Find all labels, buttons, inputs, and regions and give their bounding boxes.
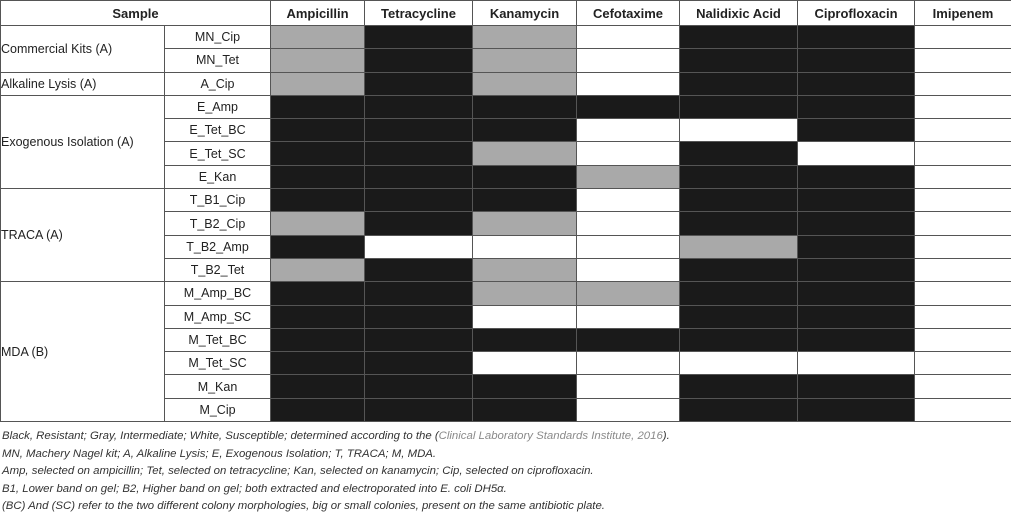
result-cell bbox=[798, 142, 915, 165]
result-cell bbox=[271, 328, 365, 351]
result-cell bbox=[473, 165, 577, 188]
footnote-2: MN, Machery Nagel kit; A, Alkaline Lysis; E, Exogenous Isolation; T, TRACA; M, MDA. bbox=[2, 446, 1007, 464]
result-cell bbox=[473, 235, 577, 258]
header-tetracycline: Tetracycline bbox=[365, 1, 473, 26]
result-cell bbox=[680, 26, 798, 49]
result-cell bbox=[577, 95, 680, 118]
footnote-4: B1, Lower band on gel; B2, Higher band on gel; both extracted and electroporated into E. coli DH5α. bbox=[2, 481, 1007, 499]
footnote-3: Amp, selected on ampicillin; Tet, selected on tetracycline; Kan, selected on kanamycin; Cip, selected on ciprofloxacin. bbox=[2, 463, 1007, 481]
result-cell bbox=[577, 165, 680, 188]
result-cell bbox=[473, 119, 577, 142]
header-kanamycin: Kanamycin bbox=[473, 1, 577, 26]
result-cell bbox=[473, 26, 577, 49]
result-cell bbox=[680, 398, 798, 421]
result-cell bbox=[798, 26, 915, 49]
sample-name: M_Kan bbox=[165, 375, 271, 398]
result-cell bbox=[680, 49, 798, 72]
result-cell bbox=[680, 328, 798, 351]
result-cell bbox=[915, 165, 1011, 188]
citation-link[interactable]: Clinical Laboratory Standards Institute, 2016 bbox=[439, 430, 663, 442]
result-cell bbox=[473, 189, 577, 212]
result-cell bbox=[473, 95, 577, 118]
result-cell bbox=[473, 328, 577, 351]
result-cell bbox=[680, 235, 798, 258]
result-cell bbox=[798, 49, 915, 72]
result-cell bbox=[365, 165, 473, 188]
result-cell bbox=[798, 375, 915, 398]
result-cell bbox=[473, 352, 577, 375]
result-cell bbox=[915, 26, 1011, 49]
result-cell bbox=[271, 95, 365, 118]
result-cell bbox=[365, 26, 473, 49]
footnote-1 bbox=[2, 428, 1007, 446]
result-cell bbox=[365, 352, 473, 375]
footnotes bbox=[2, 428, 1007, 516]
result-cell bbox=[271, 72, 365, 95]
footnote-5: (BC) And (SC) refer to the two different colony morphologies, big or small colonies, present on the same antibiotic plate. bbox=[2, 498, 1007, 516]
result-cell bbox=[577, 352, 680, 375]
header-ampicillin: Ampicillin bbox=[271, 1, 365, 26]
result-cell bbox=[577, 26, 680, 49]
result-cell bbox=[915, 282, 1011, 305]
result-cell bbox=[798, 165, 915, 188]
sample-name: A_Cip bbox=[165, 72, 271, 95]
result-cell bbox=[915, 398, 1011, 421]
result-cell bbox=[577, 305, 680, 328]
sample-name: M_Cip bbox=[165, 398, 271, 421]
sample-name: T_B1_Cip bbox=[165, 189, 271, 212]
group-label: Alkaline Lysis (A) bbox=[1, 72, 165, 95]
result-cell bbox=[577, 49, 680, 72]
result-cell bbox=[473, 258, 577, 281]
sample-name: M_Amp_SC bbox=[165, 305, 271, 328]
result-cell bbox=[798, 119, 915, 142]
sample-name: T_B2_Cip bbox=[165, 212, 271, 235]
result-cell bbox=[680, 119, 798, 142]
result-cell bbox=[915, 235, 1011, 258]
result-cell bbox=[365, 398, 473, 421]
sample-name: T_B2_Tet bbox=[165, 258, 271, 281]
result-cell bbox=[365, 95, 473, 118]
header-sample: Sample bbox=[1, 1, 271, 26]
result-cell bbox=[915, 189, 1011, 212]
result-cell bbox=[365, 375, 473, 398]
result-cell bbox=[577, 282, 680, 305]
result-cell bbox=[680, 282, 798, 305]
sample-name: E_Tet_BC bbox=[165, 119, 271, 142]
result-cell bbox=[473, 72, 577, 95]
result-cell bbox=[365, 189, 473, 212]
header-cefotaxime: Cefotaxime bbox=[577, 1, 680, 26]
result-cell bbox=[680, 375, 798, 398]
result-cell bbox=[915, 142, 1011, 165]
header-ciprofloxacin: Ciprofloxacin bbox=[798, 1, 915, 26]
sample-name: E_Tet_SC bbox=[165, 142, 271, 165]
result-cell bbox=[271, 26, 365, 49]
result-cell bbox=[577, 328, 680, 351]
result-cell bbox=[365, 305, 473, 328]
result-cell bbox=[798, 72, 915, 95]
sample-name: T_B2_Amp bbox=[165, 235, 271, 258]
result-cell bbox=[915, 375, 1011, 398]
result-cell bbox=[577, 189, 680, 212]
table-row bbox=[1, 282, 1011, 305]
result-cell bbox=[915, 95, 1011, 118]
sample-name: E_Amp bbox=[165, 95, 271, 118]
header-row bbox=[1, 1, 1011, 26]
result-cell bbox=[473, 282, 577, 305]
result-cell bbox=[798, 352, 915, 375]
sample-name: M_Tet_SC bbox=[165, 352, 271, 375]
footnote-1-suffix: ). bbox=[663, 430, 670, 442]
header-imipenem: Imipenem bbox=[915, 1, 1011, 26]
sample-name: M_Amp_BC bbox=[165, 282, 271, 305]
sample-name: MN_Tet bbox=[165, 49, 271, 72]
result-cell bbox=[577, 235, 680, 258]
table-row bbox=[1, 72, 1011, 95]
result-cell bbox=[365, 72, 473, 95]
result-cell bbox=[577, 119, 680, 142]
result-cell bbox=[271, 235, 365, 258]
table-row bbox=[1, 95, 1011, 118]
result-cell bbox=[915, 212, 1011, 235]
result-cell bbox=[798, 305, 915, 328]
result-cell bbox=[798, 95, 915, 118]
result-cell bbox=[473, 375, 577, 398]
result-cell bbox=[915, 258, 1011, 281]
result-cell bbox=[271, 212, 365, 235]
result-cell bbox=[271, 165, 365, 188]
result-cell bbox=[680, 352, 798, 375]
result-cell bbox=[365, 282, 473, 305]
header-nalidixic-acid: Nalidixic Acid bbox=[680, 1, 798, 26]
table-body bbox=[1, 26, 1011, 422]
result-cell bbox=[915, 305, 1011, 328]
result-cell bbox=[271, 282, 365, 305]
result-cell bbox=[271, 258, 365, 281]
result-cell bbox=[365, 235, 473, 258]
result-cell bbox=[271, 49, 365, 72]
result-cell bbox=[798, 328, 915, 351]
footnote-1-prefix: Black, Resistant; Gray, Intermediate; White, Susceptible; determined according to the ( bbox=[2, 430, 439, 442]
result-cell bbox=[473, 142, 577, 165]
result-cell bbox=[365, 119, 473, 142]
result-cell bbox=[577, 72, 680, 95]
result-cell bbox=[915, 72, 1011, 95]
result-cell bbox=[680, 72, 798, 95]
result-cell bbox=[473, 398, 577, 421]
sample-name: M_Tet_BC bbox=[165, 328, 271, 351]
sample-name: E_Kan bbox=[165, 165, 271, 188]
result-cell bbox=[365, 212, 473, 235]
group-label: Commercial Kits (A) bbox=[1, 26, 165, 73]
result-cell bbox=[798, 189, 915, 212]
group-label: MDA (B) bbox=[1, 282, 165, 422]
sample-name: MN_Cip bbox=[165, 26, 271, 49]
result-cell bbox=[473, 305, 577, 328]
result-cell bbox=[680, 165, 798, 188]
result-cell bbox=[798, 282, 915, 305]
result-cell bbox=[577, 375, 680, 398]
result-cell bbox=[680, 305, 798, 328]
result-cell bbox=[365, 142, 473, 165]
result-cell bbox=[915, 352, 1011, 375]
result-cell bbox=[798, 258, 915, 281]
result-cell bbox=[365, 49, 473, 72]
result-cell bbox=[915, 328, 1011, 351]
result-cell bbox=[365, 258, 473, 281]
result-cell bbox=[577, 142, 680, 165]
result-cell bbox=[271, 142, 365, 165]
result-cell bbox=[271, 352, 365, 375]
result-cell bbox=[798, 212, 915, 235]
result-cell bbox=[473, 49, 577, 72]
result-cell bbox=[680, 95, 798, 118]
result-cell bbox=[271, 119, 365, 142]
table-row bbox=[1, 26, 1011, 49]
table-row bbox=[1, 189, 1011, 212]
group-label: TRACA (A) bbox=[1, 189, 165, 282]
result-cell bbox=[680, 189, 798, 212]
result-cell bbox=[798, 398, 915, 421]
result-cell bbox=[915, 119, 1011, 142]
result-cell bbox=[680, 212, 798, 235]
group-label: Exogenous Isolation (A) bbox=[1, 95, 165, 188]
result-cell bbox=[473, 212, 577, 235]
result-cell bbox=[271, 398, 365, 421]
result-cell bbox=[271, 375, 365, 398]
result-cell bbox=[798, 235, 915, 258]
result-cell bbox=[680, 258, 798, 281]
result-cell bbox=[577, 212, 680, 235]
result-cell bbox=[271, 305, 365, 328]
result-cell bbox=[271, 189, 365, 212]
result-cell bbox=[365, 328, 473, 351]
result-cell bbox=[577, 398, 680, 421]
result-cell bbox=[915, 49, 1011, 72]
result-cell bbox=[680, 142, 798, 165]
result-cell bbox=[577, 258, 680, 281]
